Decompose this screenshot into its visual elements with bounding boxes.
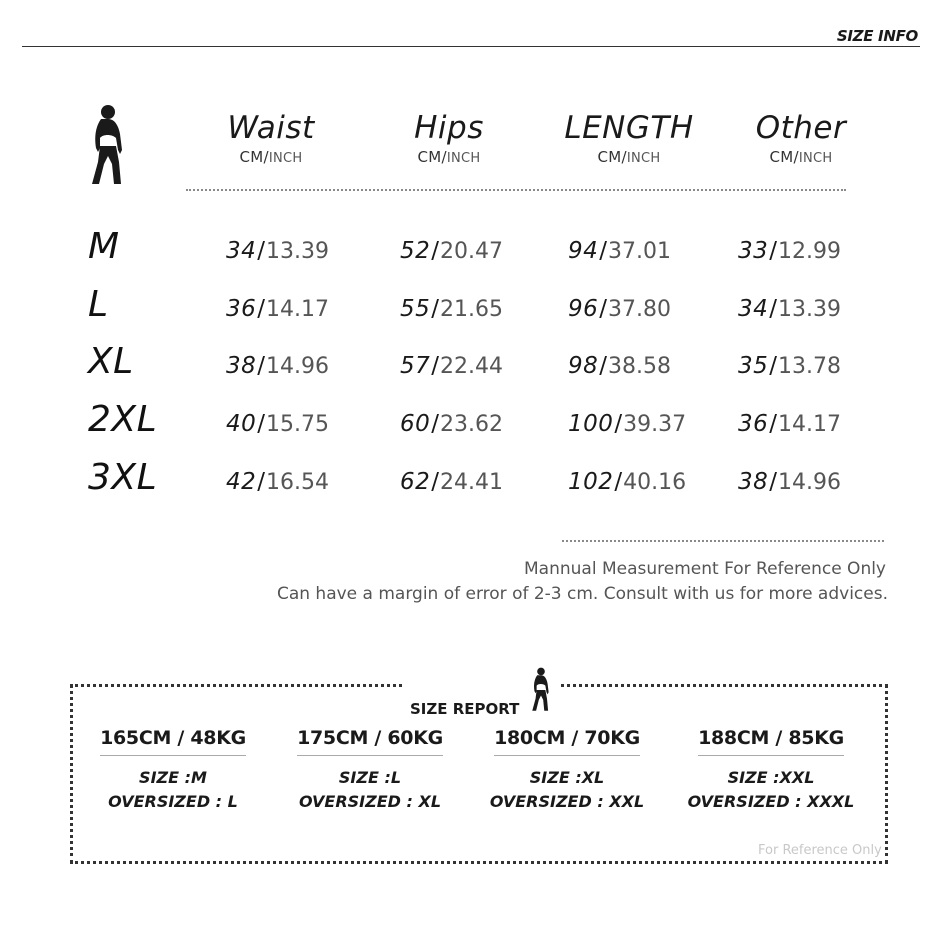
height-weight: 175CM / 60KG [297, 727, 443, 756]
column-header-other [716, 110, 886, 166]
oversized-size: OVERSIZED : XXXL [687, 792, 855, 811]
oversized-size: OVERSIZED : XXL [489, 792, 645, 811]
column-header-hips [364, 110, 534, 166]
table-cell: 52/20.47 [400, 238, 504, 264]
header-dotted-divider [186, 189, 846, 191]
table-cell: 94/37.01 [568, 238, 672, 264]
table-cell: 60/23.62 [400, 411, 504, 437]
table-cell: 96/37.80 [568, 296, 672, 322]
header-divider [22, 46, 920, 47]
size-report-item [666, 727, 876, 811]
height-weight: 188CM / 85KG [698, 727, 844, 756]
size-label-3xl: 3XL [88, 457, 158, 498]
table-cell: 38/14.96 [226, 353, 330, 379]
column-unit: CM/INCH [417, 148, 481, 166]
height-weight: 165CM / 48KG [100, 727, 246, 756]
table-cell: 55/21.65 [400, 296, 504, 322]
human-silhouette-icon [86, 104, 130, 188]
table-cell: 36/14.17 [226, 296, 330, 322]
recommended-size: SIZE :M [139, 768, 207, 787]
table-cell: 38/14.96 [738, 469, 842, 495]
column-title: Hips [414, 110, 484, 146]
size-label-2xl: 2XL [88, 399, 158, 440]
size-info-title: SIZE INFO [836, 27, 918, 45]
table-cell: 98/38.58 [568, 353, 672, 379]
size-report-title: SIZE REPORT [410, 700, 520, 718]
recommended-size: SIZE :L [338, 768, 402, 787]
size-label-xl: XL [88, 341, 134, 382]
column-unit: CM/INCH [769, 148, 833, 166]
table-cell: 34/13.39 [738, 296, 842, 322]
table-cell: 102/40.16 [568, 469, 687, 495]
table-cell: 40/15.75 [226, 411, 330, 437]
table-cell: 57/22.44 [400, 353, 504, 379]
height-weight: 180CM / 70KG [494, 727, 640, 756]
size-report-header [404, 666, 559, 727]
reference-watermark: For Reference Only [758, 843, 882, 858]
table-cell: 34/13.39 [226, 238, 330, 264]
table-cell: 42/16.54 [226, 469, 330, 495]
table-cell: 36/14.17 [738, 411, 842, 437]
size-label-l: L [88, 284, 109, 325]
size-report-item [467, 727, 667, 811]
table-cell: 100/39.37 [568, 411, 687, 437]
recommended-size: SIZE :XL [529, 768, 605, 787]
margin-error-note: Can have a margin of error of 2-3 cm. Consult with us for more advices. [276, 584, 888, 604]
column-header-waist [186, 110, 356, 166]
column-title: Waist [227, 110, 315, 146]
column-unit: CM/INCH [239, 148, 303, 166]
table-cell: 35/13.78 [738, 353, 842, 379]
column-title: LENGTH [564, 110, 694, 146]
oversized-size: OVERSIZED : XL [298, 792, 442, 811]
size-label-m: M [88, 226, 120, 267]
measurement-note: Mannual Measurement For Reference Only [524, 559, 886, 579]
human-silhouette-icon [529, 666, 553, 727]
recommended-size: SIZE :XXL [727, 768, 815, 787]
size-report-item [73, 727, 273, 811]
notes-dotted-divider [562, 540, 884, 542]
table-cell: 33/12.99 [738, 238, 842, 264]
column-header-length [544, 110, 714, 166]
oversized-size: OVERSIZED : L [108, 792, 238, 811]
table-cell: 62/24.41 [400, 469, 504, 495]
column-unit: CM/INCH [597, 148, 661, 166]
column-title: Other [755, 110, 847, 146]
size-report-item [270, 727, 470, 811]
